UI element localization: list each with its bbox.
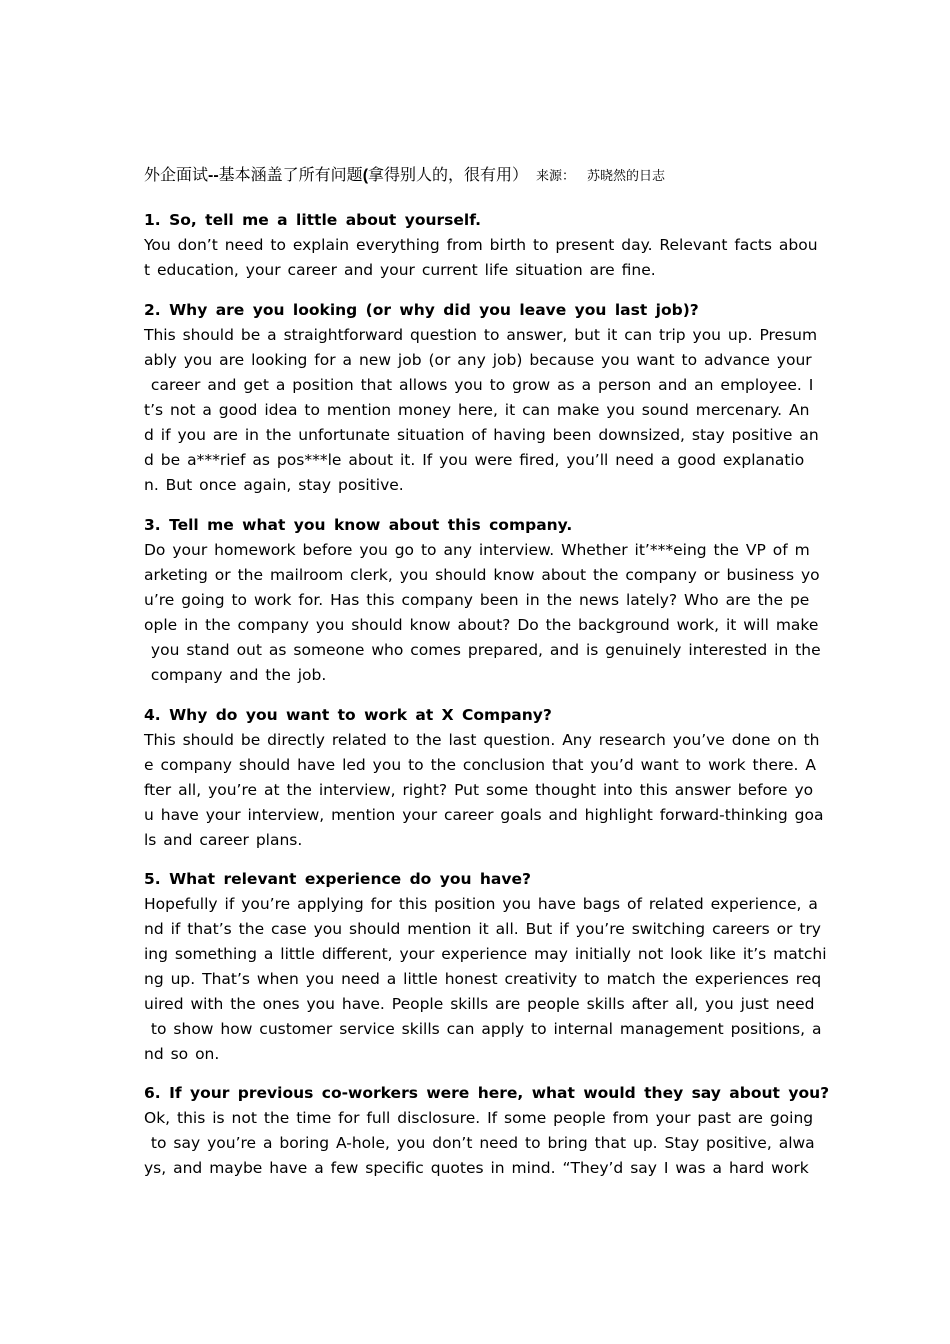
title-part-1: 外企面试 <box>144 165 209 184</box>
question-heading: 5. What relevant experience do you have? <box>144 870 531 888</box>
qa-section-6 <box>144 1081 830 1181</box>
answer-line: e company should have led you to the conclusion that you’d want to work there. A <box>144 756 816 774</box>
source-name: 苏晓然的日志 <box>587 169 666 184</box>
source-label: 来源： <box>536 169 576 184</box>
title-part-2: 基本涵盖了所有问题 <box>218 165 363 184</box>
document-title <box>144 162 804 186</box>
question-heading: 4. Why do you want to work at X Company? <box>144 706 552 724</box>
answer-line: n. But once again, stay positive. <box>144 476 404 494</box>
answer-line: Do your homework before you go to any interview. Whether it’***eing the VP of m <box>144 541 810 559</box>
qa-section-4 <box>144 703 824 853</box>
answer-line: u have your interview, mention your career goals and highlight forward-thinking goa <box>144 806 824 824</box>
title-dash: -- <box>208 167 219 184</box>
answer-line: u’re going to work for. Has this company been in the news lately? Who are the pe <box>144 591 810 609</box>
answer-line: ys, and maybe have a few specific quotes in mind. “They’d say I was a hard work <box>144 1159 809 1177</box>
answer-line: arketing or the mailroom clerk, you should know about the company or business yo <box>144 566 820 584</box>
title-paren: ( <box>362 167 369 184</box>
answer-line: you stand out as someone who comes prepared, and is genuinely interested in the <box>144 641 821 659</box>
answer-line: career and get a position that allows you to grow as a person and an employee. I <box>144 376 814 394</box>
answer-line: t education, your career and your current life situation are fine. <box>144 261 656 279</box>
answer-line: d if you are in the unfortunate situation of having been downsized, stay positive an <box>144 426 819 444</box>
answer-line: uired with the ones you have. People skills are people skills after all, you just need <box>144 995 815 1013</box>
answer-line: Hopefully if you’re applying for this position you have bags of related experience, a <box>144 895 818 913</box>
answer-line: You don’t need to explain everything from birth to present day. Relevant facts abou <box>144 236 818 254</box>
answer-line: fter all, you’re at the interview, right? Put some thought into this answer before yo <box>144 781 814 799</box>
answer-line: nd if that’s the case you should mention it all. But if you’re switching careers or try <box>144 920 821 938</box>
answer-line: Ok, this is not the time for full disclosure. If some people from your past are going <box>144 1109 814 1127</box>
qa-section-3 <box>144 513 821 688</box>
question-heading: 6. If your previous co-workers were here, what would they say about you? <box>144 1084 830 1102</box>
qa-section-2 <box>144 298 819 498</box>
answer-line: ing something a little different, your experience may initially not look like it’s matchi <box>144 945 827 963</box>
answer-line: ng up. That’s when you need a little honest creativity to match the experiences req <box>144 970 822 988</box>
answer-line: This should be directly related to the last question. Any research you’ve done on th <box>144 731 820 749</box>
title-text <box>144 165 528 184</box>
answer-line: ably you are looking for a new job (or any job) because you want to advance your <box>144 351 812 369</box>
answer-line: This should be a straightforward question to answer, but it can trip you up. Presum <box>144 326 818 344</box>
qa-section-5 <box>144 867 827 1067</box>
answer-line: ls and career plans. <box>144 831 303 849</box>
answer-line: to show how customer service skills can apply to internal management positions, a <box>144 1020 822 1038</box>
answer-line: t’s not a good idea to mention money here, it can make you sound mercenary. An <box>144 401 810 419</box>
answer-line: to say you’re a boring A-hole, you don’t need to bring that up. Stay positive, alwa <box>144 1134 815 1152</box>
answer-line: ople in the company you should know about? Do the background work, it will make <box>144 616 819 634</box>
question-heading: 1. So, tell me a little about yourself. <box>144 211 482 229</box>
question-heading: 3. Tell me what you know about this company. <box>144 516 573 534</box>
answer-line: company and the job. <box>144 666 327 684</box>
answer-line: nd so on. <box>144 1045 220 1063</box>
answer-line: d be a***rief as pos***le about it. If you were fired, you’ll need a good explanatio <box>144 451 805 469</box>
question-heading: 2. Why are you looking (or why did you leave you last job)? <box>144 301 699 319</box>
qa-section-1 <box>144 208 816 283</box>
title-part-3: 拿得别人的，很有用） <box>368 165 529 184</box>
